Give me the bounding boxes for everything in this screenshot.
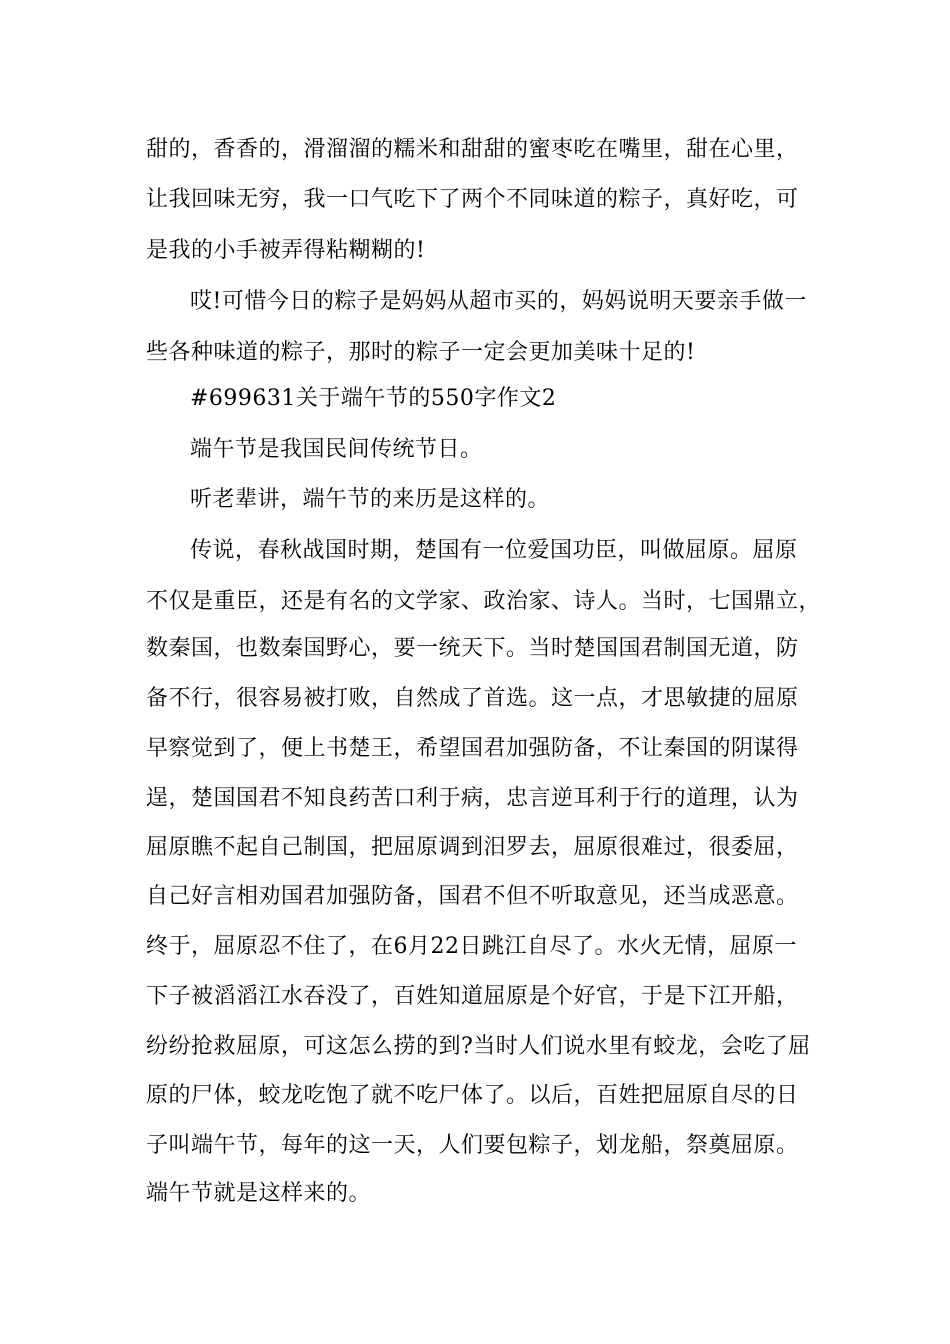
text-line: 端午节就是这样来的。 [146, 1181, 372, 1206]
text-line: 备不行，很容易被打败，自然成了首选。这一点，才思敏捷的屈原 [146, 686, 799, 711]
text-line: 子叫端午节，每年的这一天，人们要包粽子，划龙船，祭奠屈原。 [146, 1133, 799, 1158]
text-line: 是我的小手被弄得粘糊糊的! [146, 238, 426, 263]
text-line: 纷纷抢救屈原，可这怎么捞的到?当时人们说水里有蛟龙，会吃了屈 [146, 1034, 811, 1059]
text-line: 听老辈讲，端午节的来历是这样的。 [190, 487, 551, 512]
text-line: 传说，春秋战国时期，楚国有一位爱国功臣，叫做屈原。屈原 [190, 538, 798, 563]
text-line: 屈原瞧不起自己制国，把屈原调到汨罗去，屈原很难过，很委屈， [146, 835, 799, 860]
text-line: 些各种味道的粽子，那时的粽子一定会更加美味十足的! [146, 340, 696, 365]
section-heading: #699631关于端午节的550字作文2 [190, 386, 557, 411]
text-line: 端午节是我国民间传统节日。 [190, 437, 483, 462]
text-line: 终于，屈原忍不住了，在6月22日跳江自尽了。水火无情，屈原一 [146, 934, 797, 959]
text-line: 甜的，香香的，滑溜溜的糯米和甜甜的蜜枣吃在嘴里，甜在心里， [146, 137, 799, 162]
text-line: 不仅是重臣，还是有名的文学家、政治家、诗人。当时，七国鼎立， [146, 589, 822, 614]
text-line: 早察觉到了，便上书楚王，希望国君加强防备，不让秦国的阴谋得 [146, 736, 799, 761]
text-line: 逞，楚国国君不知良药苦口利于病，忠言逆耳利于行的道理，认为 [146, 786, 799, 811]
text-line: 哎!可惜今日的粽子是妈妈从超市买的，妈妈说明天要亲手做一 [190, 289, 807, 314]
text-line: 数秦国，也数秦国野心，要一统天下。当时楚国国君制国无道，防 [146, 636, 799, 661]
text-line: 自己好言相劝国君加强防备，国君不但不听取意见，还当成恶意。 [146, 884, 799, 909]
text-line: 让我回味无穷，我一口气吃下了两个不同味道的粽子，真好吃，可 [146, 187, 799, 212]
text-line: 下子被滔滔江水吞没了，百姓知道屈原是个好官，于是下江开船， [146, 984, 799, 1009]
text-line: 原的尸体，蛟龙吃饱了就不吃尸体了。以后，百姓把屈原自尽的日 [146, 1083, 799, 1108]
